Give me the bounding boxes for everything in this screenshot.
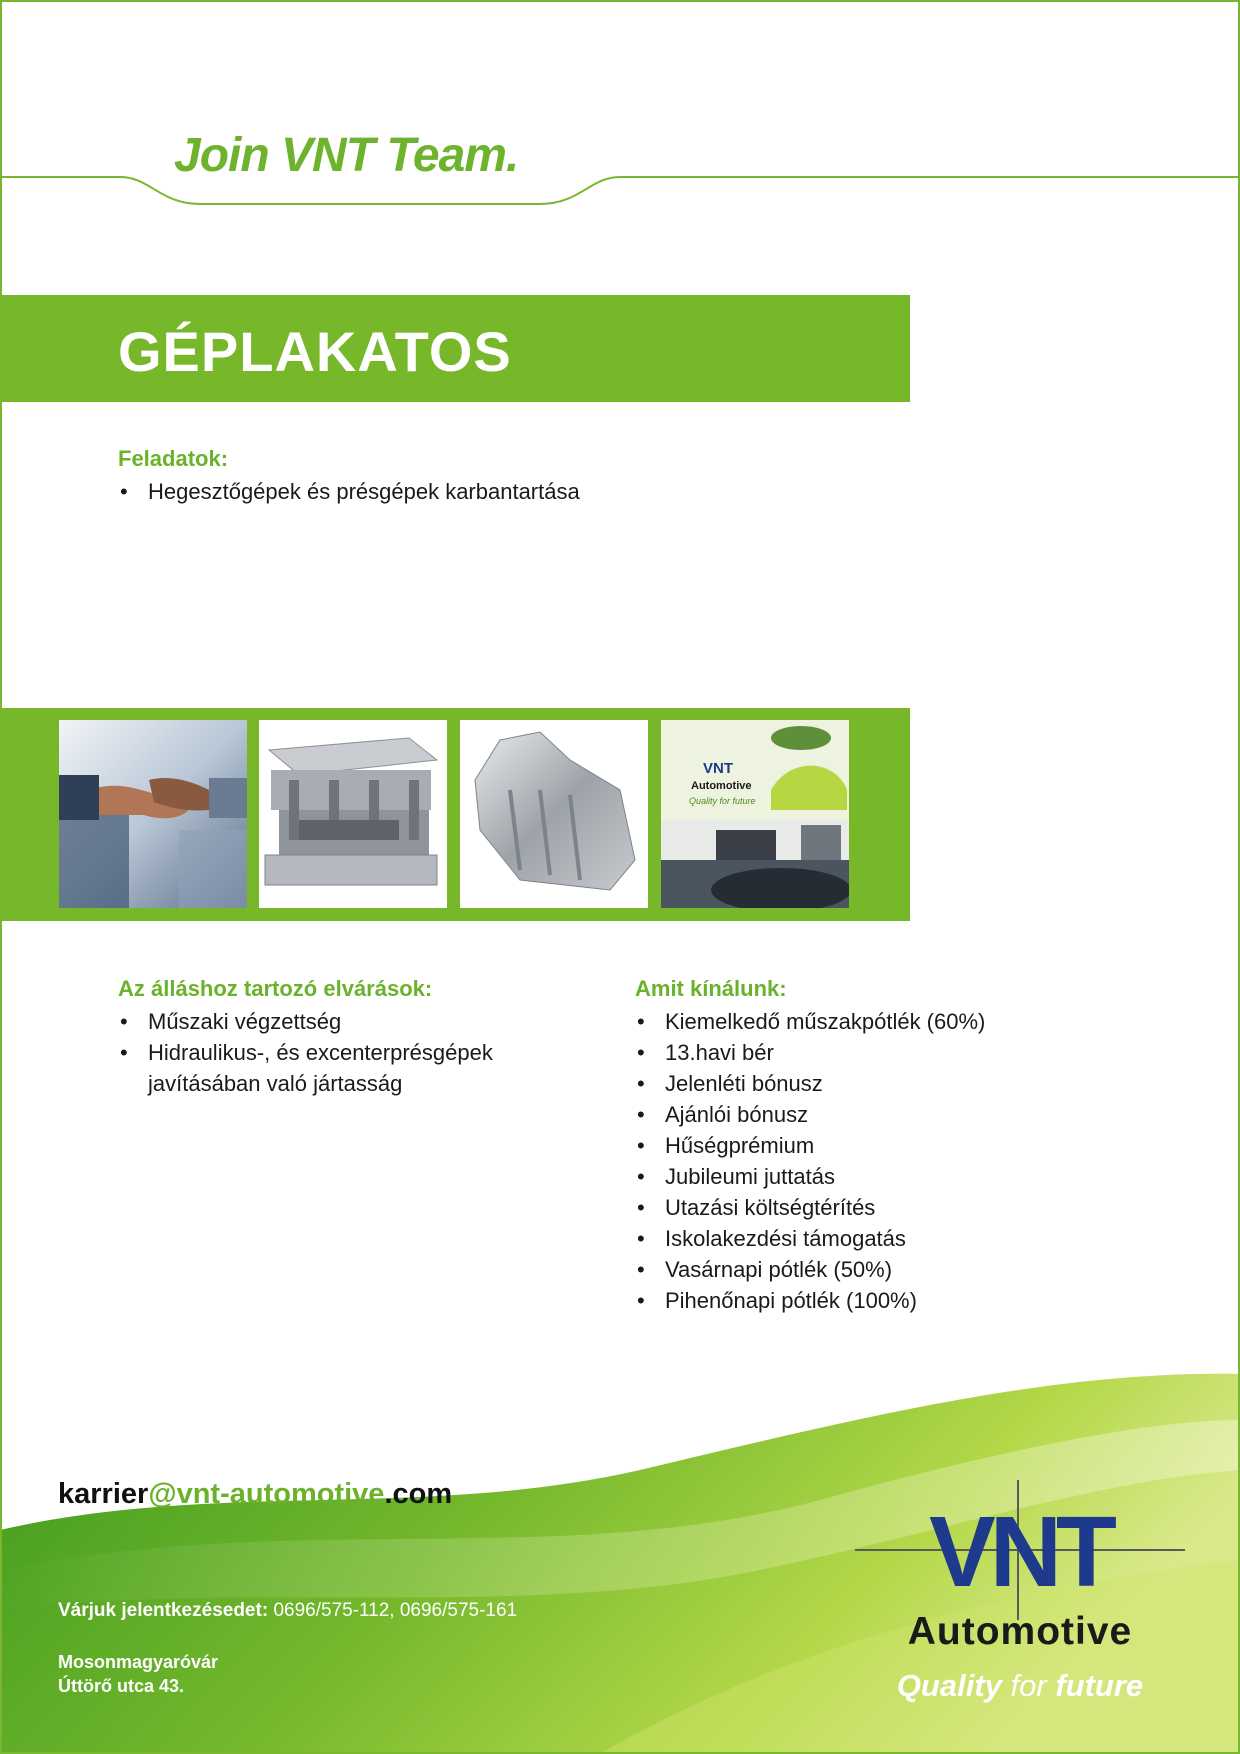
list-item: • Jelenléti bónusz [635,1068,1155,1099]
logo-name: Automotive [907,1610,1133,1653]
logo-slogan: Quality for future [896,1668,1144,1703]
photo-strip [0,708,910,921]
metal-part-photo [460,720,648,908]
offers-section [635,976,1155,1316]
requirements-heading: Az álláshoz tartozó elvárások: [118,976,433,1001]
requirements-section [118,976,598,1099]
offers-heading: Amit kínálunk: [635,976,787,1001]
list-item: • Ajánlói bónusz [635,1099,1155,1130]
vnt-logo [855,1480,1185,1725]
list-item: • 13.havi bér [635,1037,1155,1068]
building-sign-brand: VNT [703,760,733,777]
press-tool-photo [259,720,447,908]
tasks-section [118,446,818,507]
handshake-photo [59,720,247,908]
address-street: Úttörő utca 43. [58,1676,185,1696]
building-sign-name: Automotive [691,780,752,792]
list-item: • Pihenőnapi pótlék (100%) [635,1285,1155,1316]
list-item: • Utazási költségtérítés [635,1192,1155,1223]
list-item: • Műszaki végzettség [118,1006,598,1037]
company-building-photo [661,720,849,908]
requirements-list [118,1006,598,1099]
list-item: • Jubileumi juttatás [635,1161,1155,1192]
job-title: GÉPLAKATOS [118,320,512,383]
contact-email[interactable] [58,1478,452,1511]
email-tld: .com [384,1478,453,1510]
email-domain: @vnt-automotive [148,1478,385,1510]
phone-numbers: 0696/575-112, 0696/575-161 [273,1600,518,1621]
list-item: • Vasárnapi pótlék (50%) [635,1254,1155,1285]
vnt-logo-mark [855,1480,1185,1620]
logo-brand: VNT [929,1496,1111,1608]
tasks-heading: Feladatok: [118,446,229,471]
address-city: Mosonmagyaróvár [58,1652,219,1672]
list-item: • Hidraulikus-, és excenterprésgépek javításában való jártasság [118,1037,598,1099]
list-item: • Hegesztőgépek és présgépek karbantartása [118,476,818,507]
offers-list [635,1006,1155,1316]
header-curve [0,0,1240,220]
list-item: • Kiemelkedő műszakpótlék (60%) [635,1006,1155,1037]
phone-label: Várjuk jelentkezésedet: [58,1600,269,1621]
email-user: karrier [58,1478,149,1510]
building-sign-slogan: Quality for future [689,796,756,806]
list-item: • Hűségprémium [635,1130,1155,1161]
job-title-banner [0,295,910,402]
list-item: • Iskolakezdési támogatás [635,1223,1155,1254]
contact-phones [58,1600,517,1622]
join-tagline: Join VNT Team. [174,129,519,182]
tasks-list [118,476,818,507]
contact-address [58,1650,218,1698]
